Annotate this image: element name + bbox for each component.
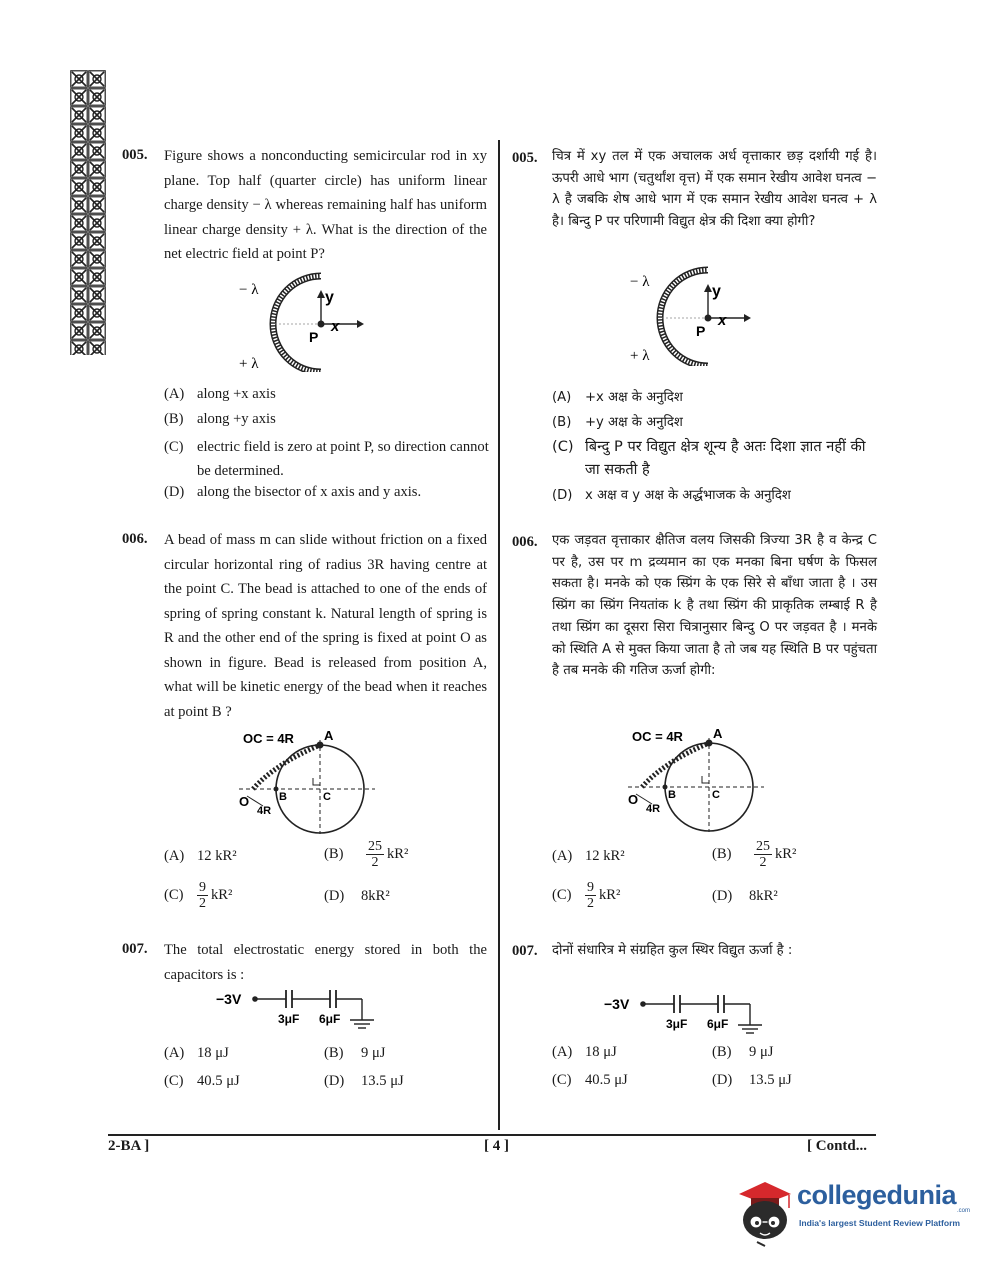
fraction: $\frac{9}{2}$ <box>199 880 206 911</box>
x-axis-label: x <box>331 318 340 335</box>
collegedunia-watermark <box>735 1178 970 1248</box>
x-axis-label: x <box>718 312 727 329</box>
semicircular-rod-figure-en <box>235 272 375 372</box>
decorative-border-strip <box>70 70 106 355</box>
option-c-hi[interactable]: (C) $\frac{9}{2}$ kR² <box>552 880 621 911</box>
column-divider <box>498 140 500 1130</box>
semicircular-rod-figure-hi <box>622 266 762 366</box>
question-text-en: A bead of mass m can slide without friction on a fixed circular horizontal ring of radius 3R having centre at the point C. The bead is attached to one of the ends of spring of spring constant k. Natural length of spring is R and the other end of the spring is fixed at point O as shown in figure. Bead is released from position A, what will be kinetic energy of the bead when it reaches at point B ? <box>164 532 487 720</box>
point-b-label: B <box>668 789 676 801</box>
point-c-label: C <box>323 791 331 803</box>
point-p-label: P <box>309 329 319 345</box>
option-a[interactable]: (A) 18 μJ <box>164 1045 229 1061</box>
option-b-en[interactable]: (B) along +y axis <box>164 411 276 427</box>
question-text-hi: एक जड़वत वृत्ताकार क्षैतिज वलय जिसकी त्रिज्या 3R है व केन्द्र C पर है, उस पर m द्रव्यमान का एक मनका बिना घर्षण के फिसल सकता है। मनके को एक स्प्रिंग के एक सिरे से बाँधा जाता है । उस स्प्रिंग का स्प्रिंग नियतांक k है तथा स्प्रिंग की प्राकृतिक लम्बाई R है तथा स्प्रिंग का दूसरा सिरा चित्रानुसार बिन्दु O पर जड़वत है । मनके को स्थिति A से मुक्त किया जाता है तो जब यह स्थिति B पर पहुंचता है तब मनके की गतिज ऊर्जा होगी: <box>552 533 877 679</box>
capacitor-1-label: 3μF <box>278 1012 300 1026</box>
option-c-hi[interactable]: (C) बिन्दु P पर विद्युत क्षेत्र शून्य है अतः दिशा ज्ञात नहीं की जा सकती है <box>552 438 866 478</box>
question-text-en: Figure shows a nonconducting semicircular rod in xy plane. Top half (quarter circle) has uniform linear charge density − λ whereas remaining half has uniform linear charge density + λ. What is the direction of the net electric field at point P? <box>164 148 487 262</box>
question-text-hi: चित्र में xy तल में एक अचालक अर्ध वृत्ताकार छड़ दर्शायी गई है। ऊपरी आधे भाग (चतुर्थांश वृत्त) में एक समान रेखीय आवेश घनत्व − λ है जबकि शेष आधे भाग में एक समान रेखीय आवेश घनत्व + λ है। बिन्दु P पर परिणामी विद्युत क्षेत्र की दिशा क्या होगी? <box>552 149 877 230</box>
option-d-en[interactable]: (D) along the bisector of x axis and y axis. <box>164 484 422 500</box>
oc-label: OC = 4R <box>632 729 683 744</box>
option-d-hi[interactable]: (D) 8kR² <box>712 888 778 904</box>
option-b-hi[interactable]: (B) 9 μJ <box>712 1044 774 1060</box>
point-c-label: C <box>712 789 720 801</box>
capacitor-circuit-en <box>216 988 381 1030</box>
minus-lambda-label: − λ <box>630 274 650 290</box>
radius-label: 4R <box>646 803 661 815</box>
option-b-hi[interactable]: (B) +y अक्ष के अनुदिश <box>552 415 683 430</box>
plus-lambda-label: + λ <box>239 356 259 372</box>
bead-ring-figure-hi <box>624 724 769 834</box>
point-o-label: O <box>628 792 639 807</box>
capacitor-2-label: 6μF <box>707 1017 729 1031</box>
option-c-en[interactable]: (C) electric field is zero at point P, so direction cannot be determined. <box>164 439 489 479</box>
mascot-logo-icon <box>735 1178 797 1248</box>
option-a-hi[interactable]: (A) 18 μJ <box>552 1044 617 1060</box>
option-a-hi[interactable]: (A) +x अक्ष के अनुदिश <box>552 390 683 405</box>
question-text-en: The total electrostatic energy stored in both the capacitors is : <box>164 942 487 983</box>
voltage-label: −3V <box>604 996 630 1012</box>
option-a-hi[interactable]: (A) 12 kR² <box>552 848 625 864</box>
option-d-hi[interactable]: (D) x अक्ष व y अक्ष के अर्द्धभाजक के अनुदिश <box>552 488 791 503</box>
plus-lambda-label: + λ <box>630 348 650 364</box>
continued-label: [ Contd... <box>807 1138 868 1154</box>
fraction: $\frac{25}{2}$ <box>756 839 770 870</box>
y-axis-label: y <box>325 289 334 306</box>
capacitor-2-label: 6μF <box>319 1012 341 1026</box>
fraction: $\frac{25}{2}$ <box>368 839 382 870</box>
question-number-hi: 006. <box>512 534 538 550</box>
radius-label: 4R <box>257 805 272 817</box>
capacitor-1-label: 3μF <box>666 1017 688 1031</box>
paper-code: 2-BA ] <box>108 1138 150 1154</box>
brand-suffix: .com <box>957 1208 971 1214</box>
option-b[interactable]: (B) 9 μJ <box>324 1045 386 1061</box>
brand-name: collegedunia <box>797 1180 957 1210</box>
bead-ring-figure-en <box>235 726 380 836</box>
voltage-label: −3V <box>216 991 242 1007</box>
option-d[interactable]: (D) 8kR² <box>324 888 390 904</box>
brand-tagline: India's largest Student Review Platform <box>799 1218 961 1228</box>
point-p-label: P <box>696 323 706 339</box>
question-number: 005. <box>122 147 148 163</box>
option-a-en[interactable]: (A) along +x axis <box>164 386 276 402</box>
option-b[interactable]: (B) $\frac{25}{2}$ kR² <box>324 839 409 870</box>
question-number-hi: 007. <box>512 943 538 959</box>
point-b-label: B <box>279 791 287 803</box>
option-b-hi[interactable]: (B) $\frac{25}{2}$ kR² <box>712 839 797 870</box>
point-a-label: A <box>324 728 334 743</box>
capacitor-circuit-hi <box>604 993 769 1035</box>
oc-label: OC = 4R <box>243 731 294 746</box>
minus-lambda-label: − λ <box>239 282 259 298</box>
question-number-hi: 005. <box>512 150 538 166</box>
option-c[interactable]: (C) 40.5 μJ <box>164 1073 240 1089</box>
page-number: [ 4 ] <box>484 1138 509 1154</box>
question-text-hi: दोनों संधारित्र मे संग्रहित कुल स्थिर विद्युत ऊर्जा है : <box>552 943 793 958</box>
footer-rule <box>108 1134 876 1136</box>
option-c[interactable]: (C) $\frac{9}{2}$ kR² <box>164 880 233 911</box>
question-number: 007. <box>122 941 148 957</box>
point-a-label: A <box>713 726 723 741</box>
fraction: $\frac{9}{2}$ <box>587 880 594 911</box>
option-c-hi[interactable]: (C) 40.5 μJ <box>552 1072 628 1088</box>
y-axis-label: y <box>712 283 721 300</box>
question-number: 006. <box>122 531 148 547</box>
option-a[interactable]: (A) 12 kR² <box>164 848 237 864</box>
point-o-label: O <box>239 794 250 809</box>
option-d-hi[interactable]: (D) 13.5 μJ <box>712 1072 792 1088</box>
option-d[interactable]: (D) 13.5 μJ <box>324 1073 404 1089</box>
